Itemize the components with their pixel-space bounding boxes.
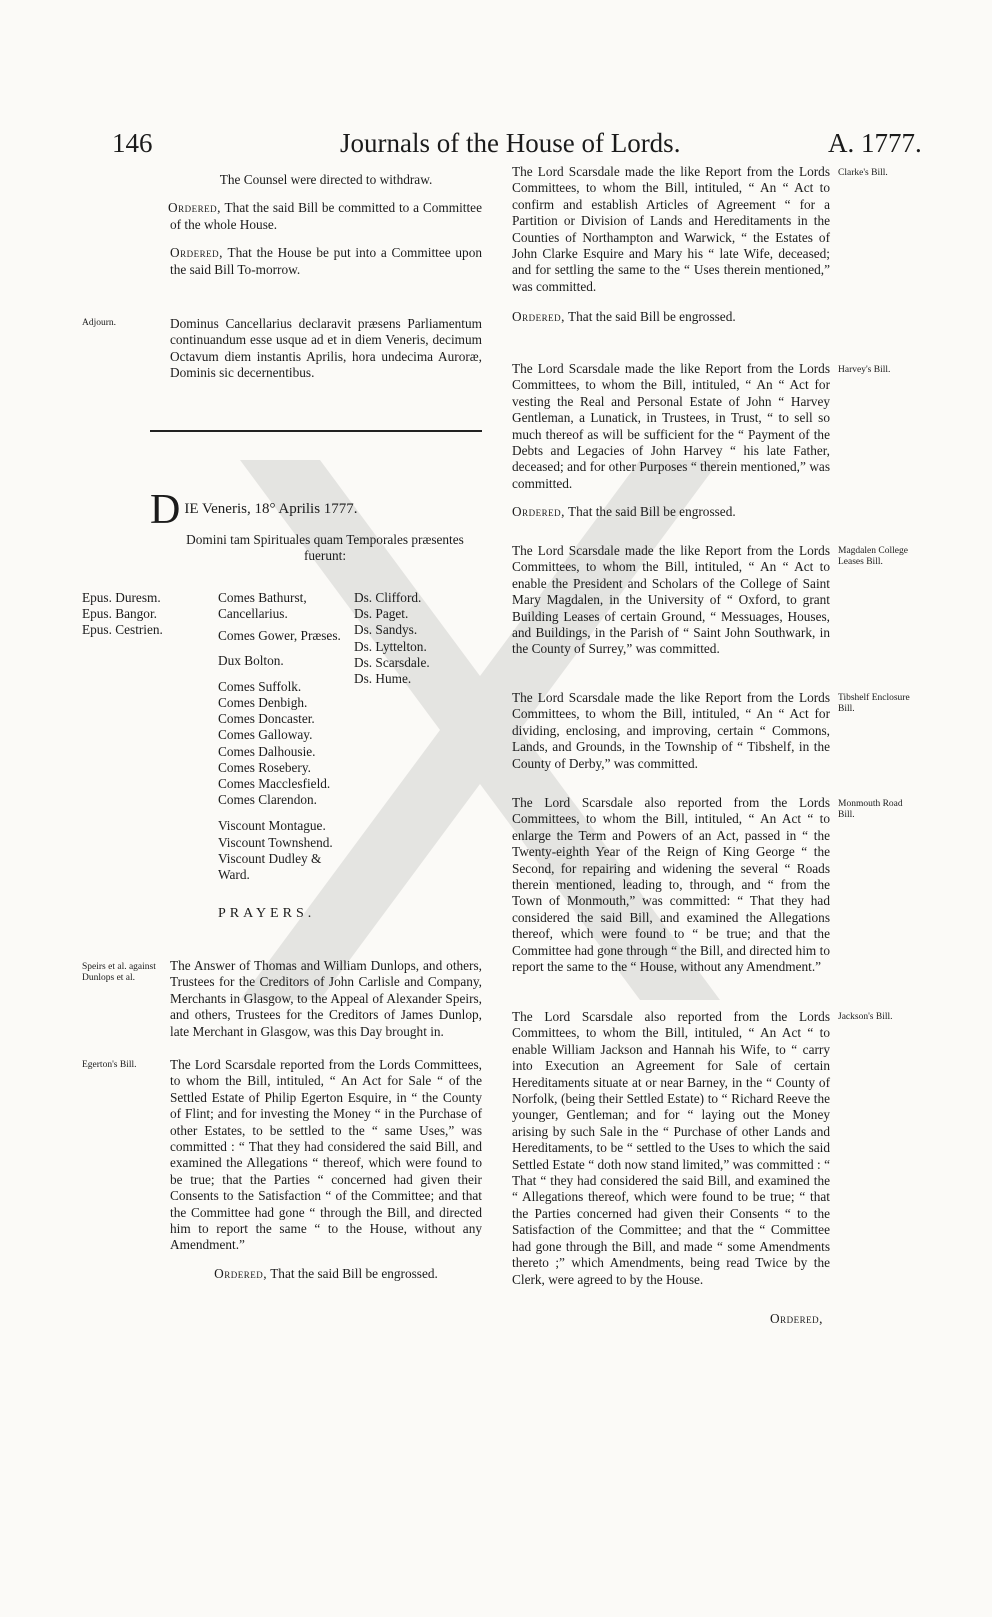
margin-note-magdalen: Magdalen College Leases Bill. — [838, 546, 908, 567]
journal-title: Journals of the House of Lords. — [340, 128, 681, 158]
tibshelf-paragraph: The Lord Scarsdale made the like Report from the Lords Committees, to whom the Bill, intituled, “ An “ Act for dividing, enclosing, and improving, certain “ Commons, Lands, and Grounds, in the Township of “ Tibshelf, in the County of Derby,” was committed. — [512, 690, 830, 771]
baron-entry: Ds. Clifford. — [354, 590, 422, 605]
harvey-paragraph: The Lord Scarsdale made the like Report from the Lords Committees, to whom the Bill, intituled, “ An “ Act for vesting the Real and Personal Estate of John “ Harvey Gentleman, a Lunatick, in Trustees, in Trust, “ to sell so much thereof as will be sufficient for the “ Payment of the Debts and Legacies of John Harvey “ his late Father, deceased; and for other Purposes “ therein mentioned,” was committed. Ordered, That the said Bill be engrossed. — [512, 361, 830, 520]
harvey-ordered: Ordered, That the said Bill be engrossed. — [512, 504, 736, 520]
baron-entry: Ds. Paget. — [354, 606, 409, 622]
margin-note-monmouth: Monmouth Road Bill. — [838, 799, 903, 820]
egerton-paragraph: The Lord Scarsdale reported from the Lords Committees, to whom the Bill, intituled, “ An Act for Sale “ of the Settled Estate of Philip Egerton Esquire, in “ the County of Flint; and for investing the Money “ in the Purchase of other Estates, to be settled to the “ same Uses,” was committed : “ That they had considered the said Bill, and examined the Allegations “ thereof, which were found to be true; that the Parties “ concerned had given their Consents to the Satisfaction “ of the Committee; and that the Committee had gone “ through the Bill, and directed him to report the same “ to the House, without any Amendment.” Ordered, That the said Bill be engrossed. — [170, 1057, 482, 1281]
baron-entry: Ds. Scarsdale. — [354, 654, 430, 670]
monmouth-paragraph: The Lord Scarsdale also reported from the Lords Committees, to whom the Bill, intituled, “ An Act “ to enlarge the Term and Powers of an Act, passed in “ the Twenty-eighth Year of the Reign of King George “ the Second, for repairing and widening the several “ Roads therein mentioned, leading to, through, and “ from the Town of Monmouth,” was committed: “ That they had considered the said Bill, and examined the Allegations thereof, which were found to “ be true; and that the Committee had gone through “ the Bill, and directed him to report the same to the “ House, without any Amendment.” — [512, 795, 830, 975]
bishop-entry: Epus. Cestrien. — [82, 622, 163, 638]
domini-present: Domini tam Spirituales quam Temporales præsentes fuerunt: — [186, 532, 464, 564]
bishop-entry: Epus. Bangor. — [82, 606, 157, 622]
adjournment-paragraph: Dominus Cancellarius declaravit præsens Parliamentum continuandum esse usque ad et in diem Veneris, decimum Octavum diem instantis Aprilis, hora undecima Auroræ, Dominis sic decernentibus. — [170, 316, 482, 381]
peer-entry: Comes Doncaster. — [218, 711, 315, 727]
clarke-ordered: Ordered, That the said Bill be engrossed. — [512, 309, 736, 325]
margin-note-tibshelf: Tibshelf Enclosure Bill. — [838, 693, 910, 714]
margin-note-jackson: Jackson's Bill. — [838, 1012, 893, 1022]
peer-entry: Dux Bolton. — [218, 652, 284, 668]
peer-entry: Viscount Montague. — [218, 818, 326, 834]
ordered-committee-tomorrow: Ordered, That the House be put into a Committee upon the said Bill To-morrow. — [170, 245, 482, 277]
peer-entry: Comes Dalhousie. — [218, 743, 316, 759]
ordered-committed: Ordered, That the said Bill be committed to a Committee of the whole House. — [168, 200, 482, 232]
peers-list — [218, 590, 352, 883]
barons-list — [354, 590, 430, 687]
margin-note-egerton: Egerton's Bill. — [82, 1060, 137, 1070]
peer-entry: Comes Galloway. — [218, 727, 313, 743]
catchword: Ordered, — [770, 1311, 823, 1326]
peer-entry: Comes Bathurst, Cancellarius. — [218, 590, 307, 622]
peer-entry: Comes Rosebery. — [218, 759, 311, 775]
page-number: 146 — [112, 128, 153, 158]
jackson-paragraph: The Lord Scarsdale also reported from the Lords Committees, to whom the Bill, intituled, “ An Act “ to enable William Jackson and Hannah his Wife, to “ carry into Execution an Agreement for Sale of certain Hereditaments situate at or near Barney, in the “ County of Norfolk, (being their Settled Estate) to “ Richard Reeve the younger, Gentleman; and for “ laying out the Money arising by such Sale in the “ Purchase of other Lands and Hereditaments, to be “ settled to the Uses to which the said Settled Estate “ doth now stand limited,” was committed : “ That “ they had considered the said Bill, and examined the “ Allegations thereof, which were found to be true; “ that the Parties concerned had given their Consents “ to the Satisfaction of the Committee; and that the “ Committee had gone through the Bill, and made “ some Amendments thereto ;” which Amendments, being read Twice by the Clerk, were agreed to by the House. — [512, 1009, 830, 1287]
year-label: A. 1777. — [828, 128, 922, 158]
peer-entry: Viscount Dudley & Ward. — [218, 850, 322, 883]
egerton-ordered: Ordered, That the said Bill be engrossed. — [214, 1265, 438, 1281]
left-column-top — [170, 172, 482, 278]
prayers-heading: PRAYERS. — [218, 906, 316, 921]
margin-note-speirs: Speirs et al. against Dunlops et al. — [82, 962, 156, 983]
clarke-paragraph: The Lord Scarsdale made the like Report from the Lords Committees, to whom the Bill, intituled, “ An “ Act to confirm and establish Articles of Agreement “ for a Partition or Division of Lands and Hereditaments in the Counties of Northampton and Warwick, “ the Estates of John Clarke Esquire and Mary his “ late Wife, deceased; and for settling the same to the “ Uses therein mentioned,” was committed. Ordered, That the said Bill be engrossed. — [512, 164, 830, 325]
margin-note-adjourn: Adjourn. — [82, 318, 117, 328]
baron-entry: Ds. Hume. — [354, 671, 412, 687]
magdalen-paragraph: The Lord Scarsdale made the like Report from the Lords Committees, to whom the Bill, intituled, “ An “ Act to enable the President and Scholars of the College of Saint Mary Magdalen, in the University of “ Oxford, to grant Building Leases of certain Ground, “ Messuages, Houses, and Buildings, in the Parish of “ Saint John Southwark, in the County of Surrey,” was committed. — [512, 543, 830, 657]
baron-entry: Ds. Sandys. — [354, 622, 418, 638]
baron-entry: Ds. Lyttelton. — [354, 638, 427, 654]
peer-entry: Comes Suffolk. — [218, 678, 302, 694]
peer-entry: Viscount Townshend. — [218, 834, 333, 850]
peer-entry: Comes Gower, Præses. — [218, 628, 341, 644]
margin-note-harvey: Harvey's Bill. — [838, 365, 891, 375]
margin-note-clarke: Clarke's Bill. — [838, 168, 888, 178]
peer-entry: Comes Denbigh. — [218, 695, 308, 711]
sitting-date-heading: DIE Veneris, 18° Aprilis 1777. — [150, 487, 358, 533]
peer-entry: Comes Macclesfield. — [218, 776, 331, 792]
speirs-paragraph: The Answer of Thomas and William Dunlops, and others, Trustees for the Creditors of John Carlisle and Company, Merchants in Glasgow, to the Appeal of Alexander Speirs, and others, Trustees for the Creditors of James Dunlop, late Merchant in Glasgow, was this Day brought in. — [170, 958, 482, 1039]
counsel-withdraw: The Counsel were directed to withdraw. — [219, 172, 433, 187]
bishops-list — [82, 590, 163, 639]
peer-entry: Comes Clarendon. — [218, 792, 317, 808]
section-rule — [150, 430, 482, 432]
bishop-entry: Epus. Duresm. — [82, 590, 161, 605]
